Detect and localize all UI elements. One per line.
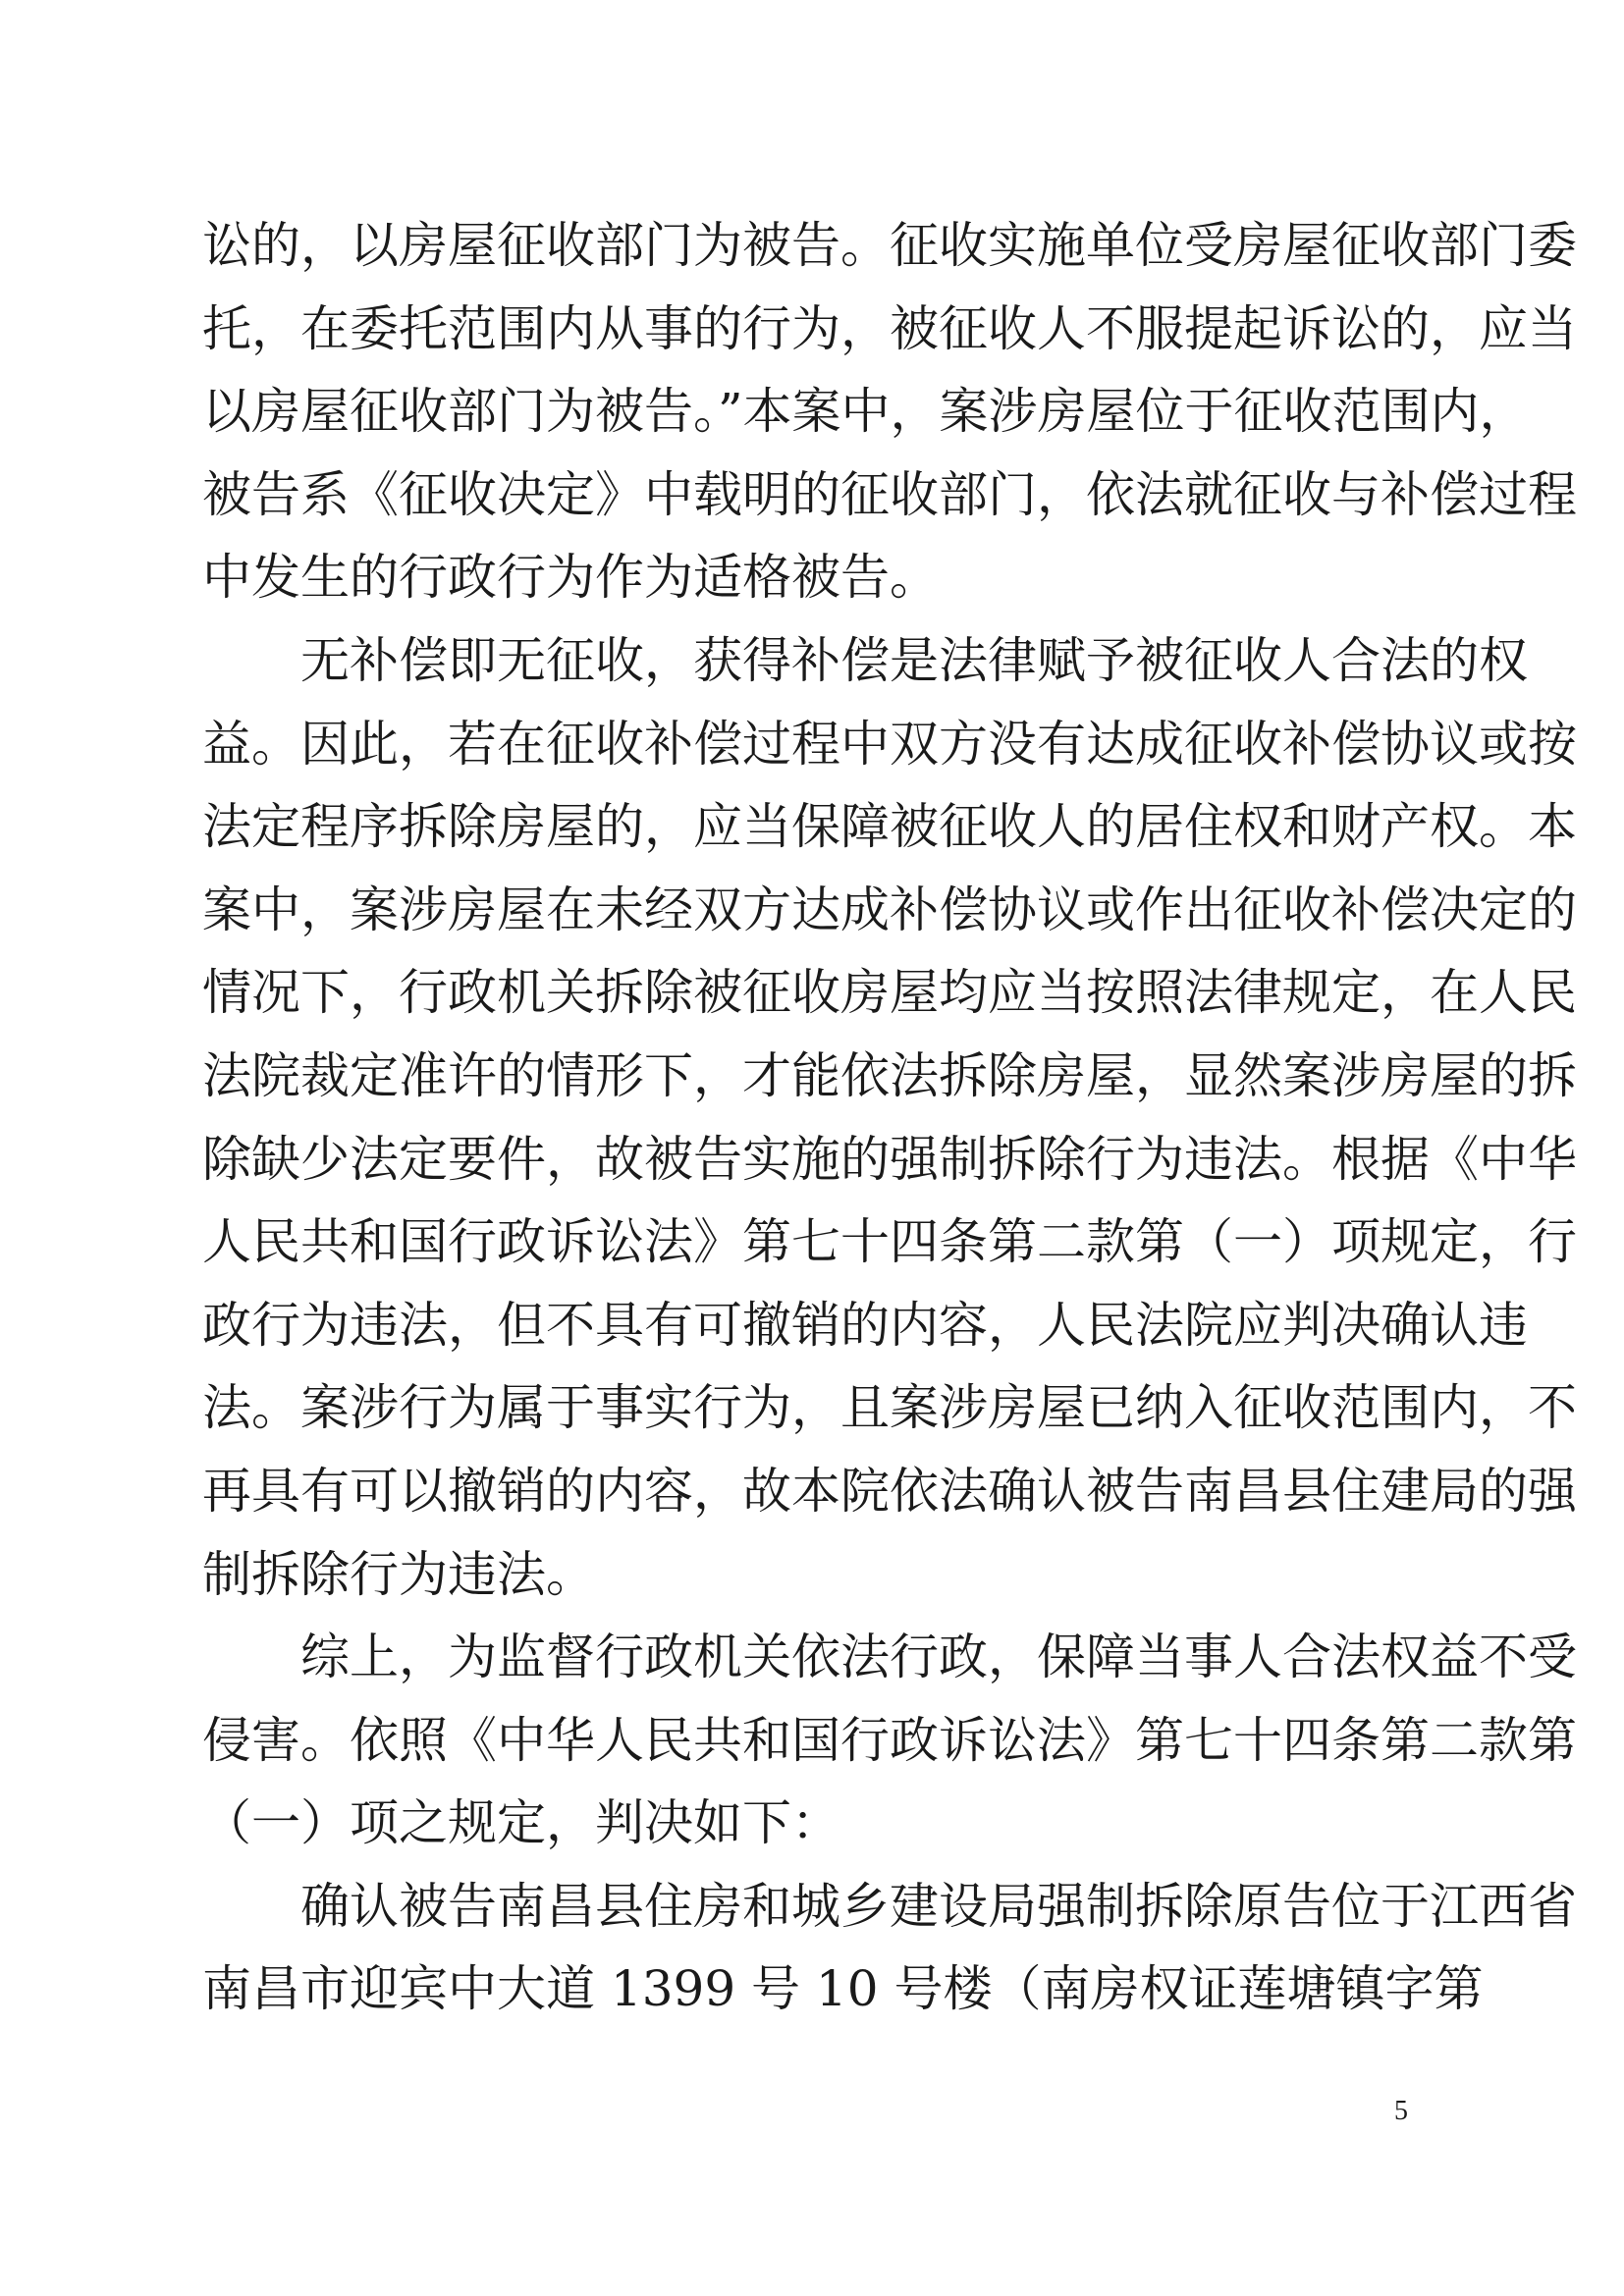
text-line: 南昌市迎宾中大道 1399 号 10 号楼（南房权证莲塘镇字第 (202, 1960, 1484, 2018)
text-line: 法定程序拆除房屋的，应当保障被征收人的居住权和财产权。本 (202, 798, 1577, 856)
text-line: 益。因此，若在征收补偿过程中双方没有达成征收补偿协议或按 (202, 715, 1577, 773)
text-line: 政行为违法，但不具有可撤销的内容，人民法院应判决确认违 (202, 1296, 1528, 1354)
text-line: 人民共和国行政诉讼法》第七十四条第二款第（一）项规定，行 (202, 1213, 1577, 1271)
text-line: 托，在委托范围内从事的行为，被征收人不服提起诉讼的，应当 (202, 299, 1577, 357)
text-line: 被告系《征收决定》中载明的征收部门，依法就征收与补偿过程 (202, 465, 1577, 523)
text-line: 侵害。依照《中华人民共和国行政诉讼法》第七十四条第二款第 (202, 1711, 1577, 1769)
text-line: 无补偿即无征收，获得补偿是法律赋予被征收人合法的权 (202, 631, 1528, 689)
text-line: 案中，案涉房屋在未经双方达成补偿协议或作出征收补偿决定的 (202, 881, 1577, 938)
text-line: 情况下，行政机关拆除被征收房屋均应当按照法律规定，在人民 (202, 964, 1577, 1022)
text-line: （一）项之规定，判决如下： (202, 1794, 840, 1852)
text-line: 以房屋征收部门为被告。”本案中，案涉房屋位于征收范围内， (202, 383, 1529, 441)
text-line: 讼的，以房屋征收部门为被告。征收实施单位受房屋征收部门委 (202, 217, 1577, 274)
text-line: 法。案涉行为属于事实行为，且案涉房屋已纳入征收范围内，不 (202, 1379, 1577, 1437)
body-text (202, 204, 1577, 2031)
text-line: 综上，为监督行政机关依法行政，保障当事人合法权益不受 (202, 1629, 1577, 1686)
text-line: 除缺少法定要件，故被告实施的强制拆除行为违法。根据《中华 (202, 1130, 1577, 1188)
text-line: 制拆除行为违法。 (202, 1545, 595, 1603)
text-line: 法院裁定准许的情形下，才能依法拆除房屋，显然案涉房屋的拆 (202, 1046, 1577, 1104)
text-line: 确认被告南昌县住房和城乡建设局强制拆除原告位于江西省 (202, 1877, 1577, 1935)
text-line: 中发生的行政行为作为适格被告。 (202, 549, 939, 607)
text-line: 再具有可以撤销的内容，故本院依法确认被告南昌县住建局的强 (202, 1462, 1577, 1520)
page-number: 5 (1394, 2096, 1408, 2126)
